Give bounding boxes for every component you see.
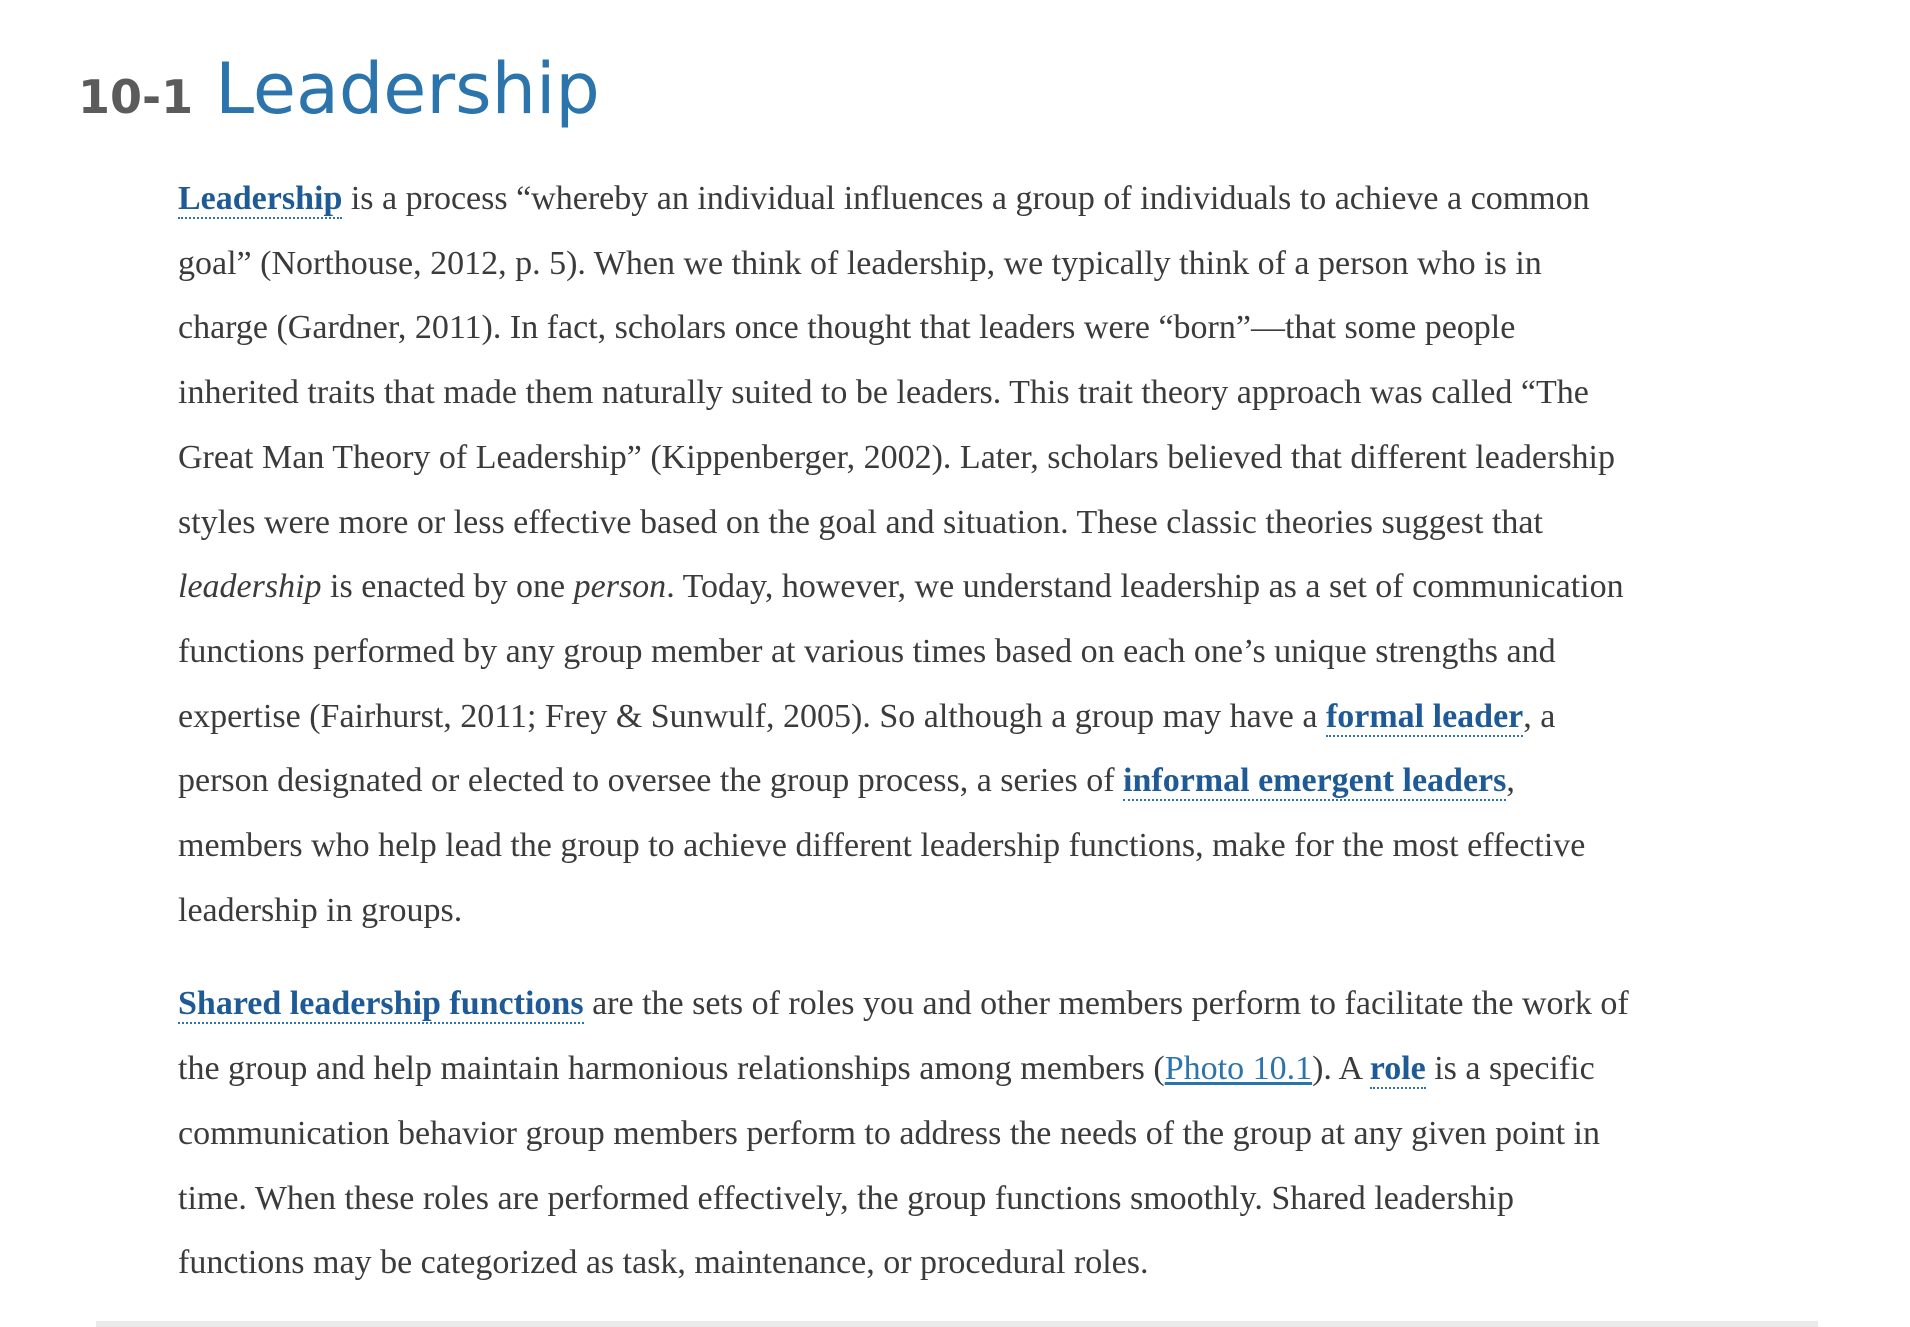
glossary-term-formal-leader[interactable]: formal leader [1325, 697, 1524, 735]
line: Great Man Theory of Leadership” (Kippenberger, 2002). Later, scholars believed that different leadership [178, 438, 1615, 476]
emphasis-leadership: leadership [178, 568, 322, 606]
text: , [1506, 762, 1515, 800]
section-title: Leadership [215, 48, 600, 130]
line: communication behavior group members perform to address the needs of the group at any given point in [178, 1114, 1600, 1152]
line [178, 698, 1555, 737]
emphasis-person: person [573, 568, 667, 606]
text: are the sets of roles you and other members perform to facilitate the work of [583, 985, 1629, 1023]
paragraph-shared-leadership [178, 972, 1778, 1296]
line: functions performed by any group member at various times based on each one’s unique strengths and [178, 632, 1556, 670]
text: is enacted by one [321, 568, 574, 606]
line: goal” (Northouse, 2012, p. 5). When we think of leadership, we typically think of a person who is in [178, 244, 1542, 282]
line: time. When these roles are performed effectively, the group functions smoothly. Shared leadership [178, 1179, 1514, 1217]
glossary-term-informal-emergent-leaders[interactable]: informal emergent leaders [1123, 762, 1507, 800]
line: charge (Gardner, 2011). In fact, scholars once thought that leaders were “born”—that some people [178, 309, 1516, 347]
section-heading [78, 48, 600, 130]
text: expertise (Fairhurst, 2011; Frey & Sunwulf, 2005). So although a group may have a [178, 697, 1326, 735]
text: is a process “whereby an individual influences a group of individuals to achieve a common [342, 180, 1590, 217]
line: functions may be categorized as task, maintenance, or procedural roles. [178, 1244, 1149, 1282]
line: members who help lead the group to achieve different leadership functions, make for the most effective [178, 827, 1586, 865]
text: person designated or elected to oversee the group process, a series of [178, 762, 1124, 800]
section-number: 10-1 [78, 70, 194, 124]
line [178, 180, 1590, 219]
line [178, 568, 1624, 605]
photo-10-1-link[interactable]: Photo 10.1 [1164, 1050, 1313, 1088]
glossary-term-leadership[interactable]: Leadership [178, 180, 343, 217]
text: , a [1523, 697, 1556, 735]
section-body [178, 167, 1778, 1296]
text: is a specific [1425, 1050, 1595, 1088]
text: ). A [1312, 1050, 1370, 1088]
line: leadership in groups. [178, 891, 463, 929]
line: inherited traits that made them naturally suited to be leaders. This trait theory approach was called “The [178, 374, 1589, 412]
line [178, 985, 1629, 1024]
glossary-term-role[interactable]: role [1369, 1050, 1426, 1088]
glossary-term-shared-leadership-functions[interactable]: Shared leadership functions [178, 985, 584, 1023]
line [178, 762, 1515, 801]
text: . Today, however, we understand leadership as a set of communication [666, 568, 1624, 606]
line: styles were more or less effective based on the goal and situation. These classic theories suggest that [178, 503, 1543, 541]
text: the group and help maintain harmonious relationships among members ( [178, 1050, 1165, 1088]
paragraph-leadership-definition [178, 167, 1778, 943]
line [178, 1050, 1595, 1089]
bottom-divider [96, 1321, 1818, 1327]
